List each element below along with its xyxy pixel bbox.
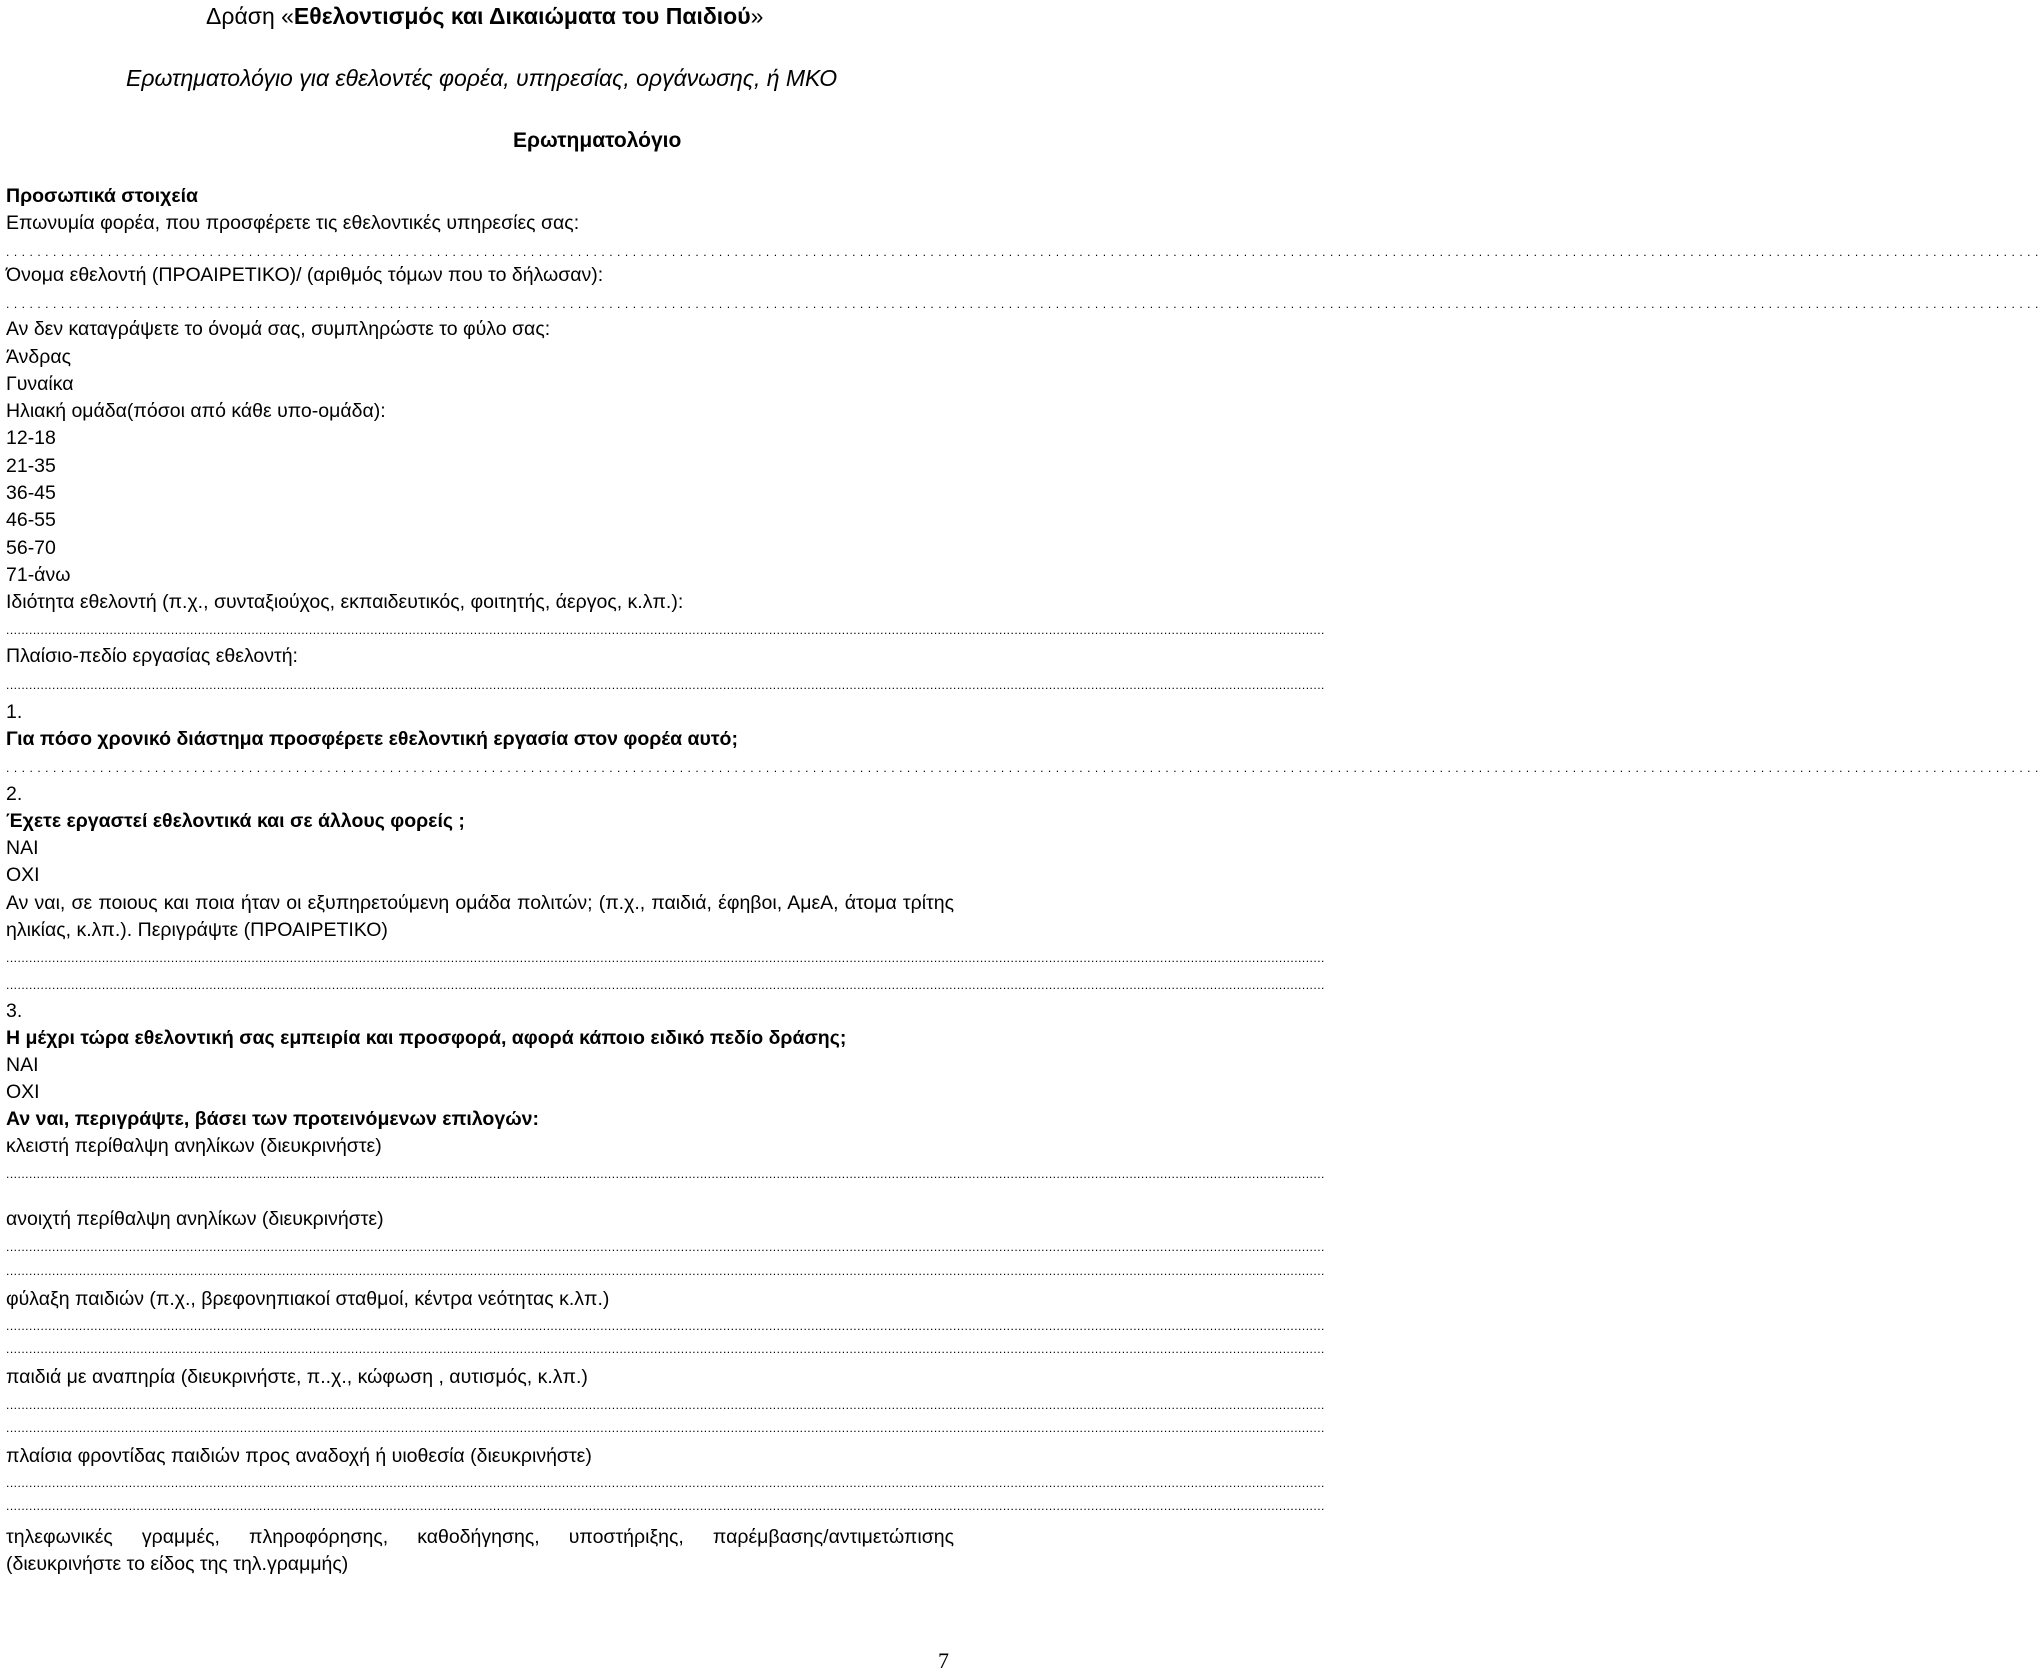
question-3-option-no[interactable]: ΟΧΙ xyxy=(6,1081,40,1103)
volunteer-name-field[interactable]: .................................................................................................................................................................................................................................................................... xyxy=(6,297,2043,311)
choice-helplines: τηλεφωνικές γραμμές, πληροφόρησης, καθοδήγησης, υποστήριξης, παρέμβασης/αντιμετώπισης (διευκρινήστε το είδος της τηλ.γραμμής) xyxy=(6,1526,954,1575)
profession-field[interactable]: ........................................................................................................................................................................................................................................................................................................................................................ xyxy=(6,623,1325,637)
question-2-answer-field[interactable]: ........................................................................................................................................................................................................................................................................................................................................................ xyxy=(6,978,1325,992)
question-number: 3. xyxy=(6,1000,23,1022)
choice-answer-field[interactable]: ........................................................................................................................................................................................................................................................................................................................................................ xyxy=(6,1319,1325,1333)
choice-answer-field[interactable]: ........................................................................................................................................................................................................................................................................................................................................................ xyxy=(6,1342,1325,1356)
age-group-option[interactable]: 56-70 xyxy=(6,537,56,559)
question-number: 2. xyxy=(6,783,23,805)
question-2-text: Έχετε εργαστεί εθελοντικά και σε άλλους φορείς ; xyxy=(6,810,465,832)
page-number: 7 xyxy=(938,1648,949,1673)
action-title-prefix: Δράση « xyxy=(206,3,294,29)
question-3-follow-up: Αν ναι, περιγράψτε, βάσει των προτεινόμενων επιλογών: xyxy=(6,1108,540,1130)
question-3-option-yes[interactable]: ΝΑΙ xyxy=(6,1054,39,1076)
choice-closed-care: κλειστή περίθαλψη ανηλίκων (διευκρινήστε) xyxy=(6,1135,382,1157)
choice-answer-field[interactable]: ........................................................................................................................................................................................................................................................................................................................................................ xyxy=(6,1167,1325,1181)
question-1-text: Για πόσο χρονικό διάστημα προσφέρετε εθελοντική εργασία στον φορέα αυτό; xyxy=(6,728,738,750)
volunteer-name-label: Όνομα εθελοντή (ΠΡΟΑΙΡΕΤΙΚΟ)/ (αριθμός τόμων που το δήλωσαν): xyxy=(6,264,604,286)
choice-childcare: φύλαξη παιδιών (π.χ., βρεφονηπιακοί σταθμοί, κέντρα νεότητας κ.λπ.) xyxy=(6,1288,610,1310)
choice-answer-field[interactable]: ........................................................................................................................................................................................................................................................................................................................................................ xyxy=(6,1240,1325,1254)
age-group-option[interactable]: 21-35 xyxy=(6,455,56,477)
action-title xyxy=(206,2,763,30)
question-2-follow-up: Αν ναι, σε ποιους και ποια ήταν οι εξυπηρετούμενη ομάδα πολιτών; (π.χ., παιδιά, έφηβοι, ΑμεΑ, άτομα τρίτης ηλικίας, κ.λπ.). Περιγράψτε (ΠΡΟΑΙΡΕΤΙΚΟ) xyxy=(6,892,954,941)
choice-answer-field[interactable]: ........................................................................................................................................................................................................................................................................................................................................................ xyxy=(6,1398,1325,1412)
question-2-option-no[interactable]: ΟΧΙ xyxy=(6,864,40,886)
choice-foster-adoption: πλαίσια φροντίδας παιδιών προς αναδοχή ή υιοθεσία (διευκρινήστε) xyxy=(6,1445,592,1467)
age-group-option[interactable]: 46-55 xyxy=(6,509,56,531)
question-2-option-yes[interactable]: ΝΑΙ xyxy=(6,837,39,859)
profession-label: Ιδιότητα εθελοντή (π.χ., συνταξιούχος, εκπαιδευτικός, φοιτητής, άεργος, κ.λπ.): xyxy=(6,591,684,613)
section-heading: Προσωπικά στοιχεία xyxy=(6,185,199,207)
question-number: 1. xyxy=(6,701,23,723)
question-3-text: Η μέχρι τώρα εθελοντική σας εμπειρία και προσφορά, αφορά κάποιο ειδικό πεδίο δράσης; xyxy=(6,1027,847,1049)
gender-option-male[interactable]: Άνδρας xyxy=(6,346,72,368)
age-group-option[interactable]: 36-45 xyxy=(6,482,56,504)
choice-answer-field[interactable]: ........................................................................................................................................................................................................................................................................................................................................................ xyxy=(6,1421,1325,1435)
age-group-option[interactable]: 12-18 xyxy=(6,427,56,449)
org-name-label: Επωνυμία φορέα, που προσφέρετε τις εθελοντικές υπηρεσίες σας: xyxy=(6,212,580,234)
question-2-answer-field[interactable]: ........................................................................................................................................................................................................................................................................................................................................................ xyxy=(6,951,1325,965)
choice-open-care: ανοιχτή περίθαλψη ανηλίκων (διευκρινήστε) xyxy=(6,1208,384,1230)
page-title: Ερωτηματολόγιο xyxy=(513,129,682,152)
action-title-bold: Εθελοντισμός και Δικαιώματα του Παιδιού xyxy=(293,3,751,29)
org-name-field[interactable]: .................................................................................................................................................................................................................................................................... xyxy=(6,245,2043,259)
action-title-suffix: » xyxy=(750,3,764,29)
work-field-input[interactable]: ........................................................................................................................................................................................................................................................................................................................................................ xyxy=(6,678,1325,692)
work-field-label: Πλαίσιο-πεδίο εργασίας εθελοντή: xyxy=(6,645,298,667)
gender-prompt: Αν δεν καταγράψετε το όνομά σας, συμπληρώστε το φύλο σας: xyxy=(6,318,551,340)
choice-answer-field[interactable]: ........................................................................................................................................................................................................................................................................................................................................................ xyxy=(6,1476,1325,1490)
question-1-answer-field[interactable]: .................................................................................................................................................................................................................................................................... xyxy=(6,761,2043,775)
choice-answer-field[interactable]: ........................................................................................................................................................................................................................................................................................................................................................ xyxy=(6,1264,1325,1278)
choice-answer-field[interactable]: ........................................................................................................................................................................................................................................................................................................................................................ xyxy=(6,1499,1325,1513)
subtitle: Ερωτηματολόγιο για εθελοντές φορέα, υπηρεσίας, οργάνωσης, ή ΜΚΟ xyxy=(126,65,838,91)
age-group-option[interactable]: 71-άνω xyxy=(6,564,71,586)
choice-disability: παιδιά με αναπηρία (διευκρινήστε, π..χ., κώφωση , αυτισμός, κ.λπ.) xyxy=(6,1366,588,1388)
age-group-prompt: Ηλιακή ομάδα(πόσοι από κάθε υπο-ομάδα): xyxy=(6,400,386,422)
gender-option-female[interactable]: Γυναίκα xyxy=(6,373,74,395)
